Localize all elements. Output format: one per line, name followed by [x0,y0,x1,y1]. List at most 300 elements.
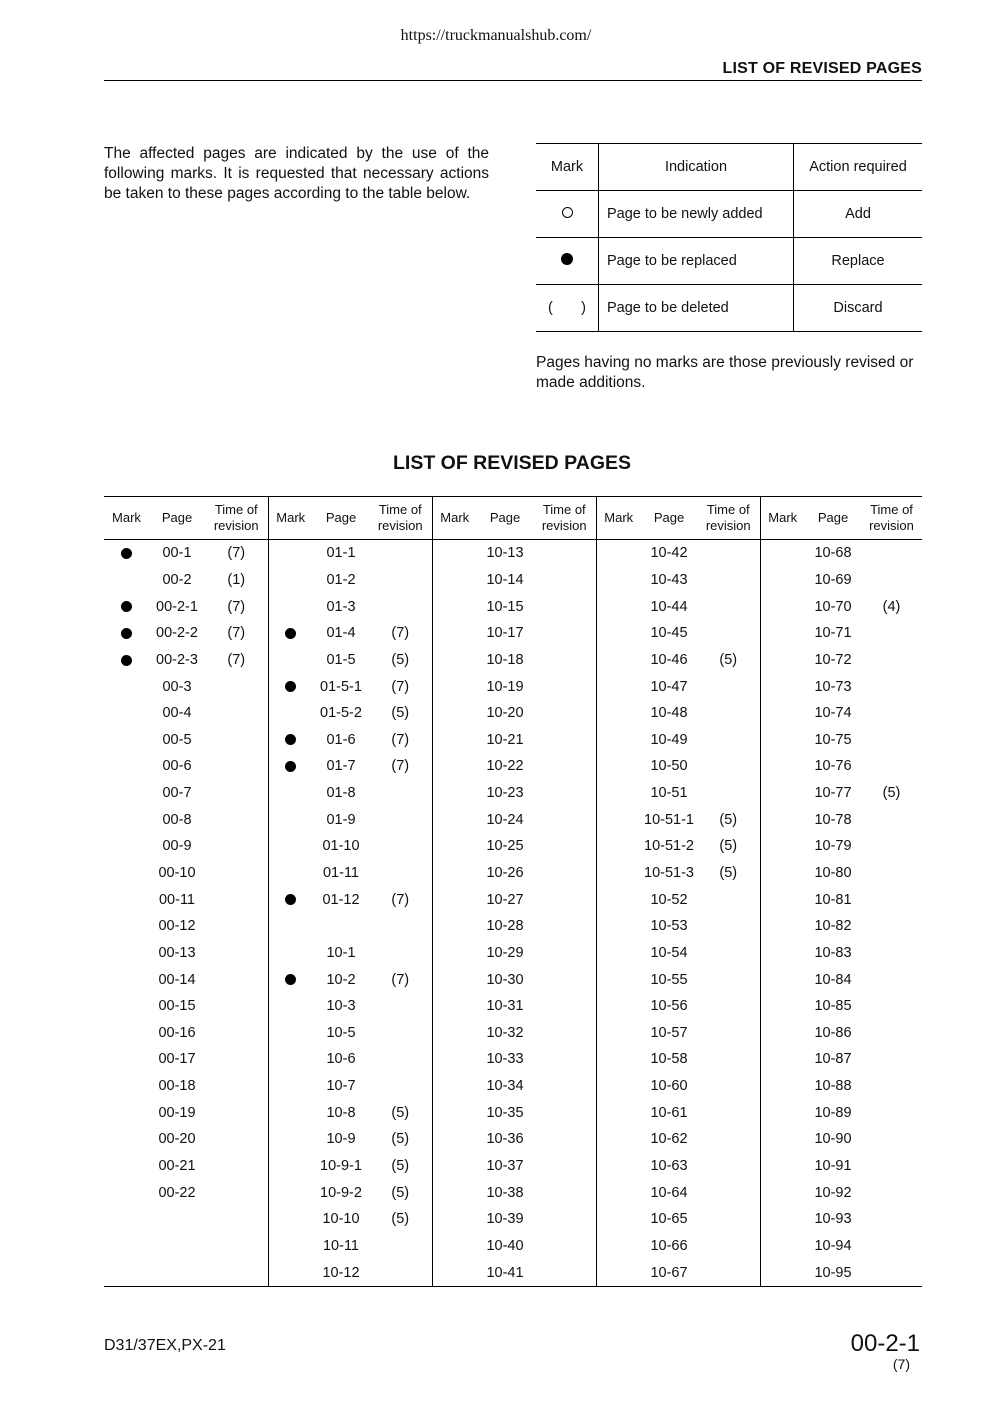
mark-cell [596,593,641,620]
page-cell: 10-67 [641,1259,697,1286]
mark-cell [432,700,477,727]
revision-cell [205,673,268,700]
page-cell: 10-33 [486,1051,524,1068]
revision-cell [533,1206,596,1233]
revision-cell [697,913,760,940]
revision-cell [697,1020,760,1047]
filled-circle-icon [121,601,132,612]
page-cell: 01-2 [326,571,356,588]
table-row [104,1073,922,1100]
page-cell: 10-46 [650,651,688,668]
revision-cell [533,1126,596,1153]
revision-cell [697,966,760,993]
revision-cell [533,1259,596,1286]
revision-cell [861,1020,922,1047]
page-cell: 10-63 [650,1158,688,1175]
mark-cell [432,940,477,967]
revision-cell [369,806,432,833]
revision-cell [697,1099,760,1126]
page-cell: 10-42 [650,545,688,562]
revision-cell [533,886,596,913]
mark-cell [432,1233,477,1260]
page-cell: 10-65 [650,1211,688,1228]
mark-cell [104,993,149,1020]
revision-cell [861,673,922,700]
page-cell: 00-20 [158,1131,196,1148]
mark-cell [268,833,313,860]
mark-cell [104,1153,149,1180]
table-body [104,540,922,1287]
revision-cell [697,673,760,700]
page-cell: 10-9-2 [320,1184,362,1201]
revision-cell: (5) [391,705,410,722]
mark-cell [596,540,641,567]
mark-cell [104,673,149,700]
page-cell: 00-15 [158,998,196,1015]
revision-cell: (5) [882,785,901,802]
table-row [104,806,922,833]
page-cell: 10-10 [322,1211,360,1228]
revision-cell [861,540,922,567]
revision-cell [861,860,922,887]
table-row [104,567,922,594]
page-cell: 01-7 [326,758,356,775]
page-cell: 10-68 [814,545,852,562]
mark-cell [596,833,641,860]
mark-cell [432,1073,477,1100]
revision-cell [533,567,596,594]
page-cell: 00-2-3 [156,651,198,668]
header-rule [104,80,922,81]
table-row [104,753,922,780]
mark-cell [432,673,477,700]
page-cell: 10-44 [650,598,688,615]
page-cell: 10-56 [650,998,688,1015]
revision-cell [533,1233,596,1260]
header-mark: Mark [596,497,641,540]
revision-cell [205,1206,268,1233]
page-cell: 00-12 [158,918,196,935]
mark-cell [104,860,149,887]
legend-header-action: Action required [794,144,923,191]
table-row [104,1179,922,1206]
revision-cell [697,1259,760,1286]
revision-cell [205,913,268,940]
table-header-row [104,497,922,540]
page-cell: 10-32 [486,1024,524,1041]
mark-cell [432,1206,477,1233]
filled-circle-icon [285,894,296,905]
page-cell: 10-83 [814,944,852,961]
page-cell [149,1233,205,1260]
revision-cell [369,860,432,887]
filled-circle-icon [285,734,296,745]
mark-cell [432,726,477,753]
page-cell: 01-5-2 [320,705,362,722]
revision-cell: (7) [227,545,246,562]
page-cell: 10-81 [814,891,852,908]
mark-cell [760,1233,805,1260]
mark-cell [268,753,313,780]
revision-cell [861,886,922,913]
page-cell: 00-2-1 [156,598,198,615]
revision-cell [697,567,760,594]
revision-cell [861,1046,922,1073]
revision-cell [697,1179,760,1206]
revision-cell [205,966,268,993]
mark-cell [760,647,805,674]
table-row [104,1259,922,1286]
page-cell: 10-19 [486,678,524,695]
page-cell: 10-2 [326,971,356,988]
mark-cell [432,753,477,780]
header-mark: Mark [432,497,477,540]
page-cell: 10-47 [650,678,688,695]
revision-cell: (7) [391,678,410,695]
page-cell: 10-54 [650,944,688,961]
revision-cell [369,940,432,967]
mark-cell [596,700,641,727]
mark-cell [268,673,313,700]
revision-cell: (7) [391,731,410,748]
page-cell: 10-6 [326,1051,356,1068]
mark-cell [596,1206,641,1233]
mark-cell [268,567,313,594]
page-cell: 10-45 [650,625,688,642]
parentheses-mark [544,300,590,316]
header-time-of-revision [205,497,268,540]
revision-cell [533,1073,596,1100]
mark-cell [268,1046,313,1073]
revision-cell [861,966,922,993]
mark-cell [760,1020,805,1047]
header-page: Page [149,497,205,540]
revision-cell [205,1126,268,1153]
filled-circle-icon [121,548,132,559]
page-cell: 10-92 [814,1184,852,1201]
mark-cell [760,993,805,1020]
mark-cell [104,726,149,753]
mark-cell [268,1020,313,1047]
mark-cell [432,806,477,833]
header-time-line1: Time of [870,502,913,517]
revision-cell [533,833,596,860]
mark-cell [432,1020,477,1047]
header-time-line1: Time of [542,502,586,517]
revision-cell [861,913,922,940]
mark-cell [760,833,805,860]
revision-cell [697,940,760,967]
revision-cell [533,647,596,674]
mark-cell [760,1046,805,1073]
mark-cell [104,1046,149,1073]
mark-cell [268,1073,313,1100]
legend-header-row [536,144,922,191]
page-cell: 10-72 [814,651,852,668]
source-url[interactable]: https://truckmanualshub.com/ [400,27,592,44]
page-cell [149,1259,205,1286]
page-cell: 10-3 [326,998,356,1015]
page-cell: 10-14 [486,571,524,588]
mark-cell [104,833,149,860]
mark-cell [760,540,805,567]
page-cell: 10-60 [650,1078,688,1095]
revision-cell [697,1206,760,1233]
mark-cell [432,1259,477,1286]
revision-cell: (5) [719,865,738,881]
mark-cell [268,1179,313,1206]
revision-cell [861,726,922,753]
page-cell: 10-9 [326,1131,356,1148]
mark-cell [760,913,805,940]
revision-cell: (7) [227,651,246,668]
revised-pages-title: LIST OF REVISED PAGES [392,452,631,474]
revision-cell [533,1099,596,1126]
page-cell: 10-48 [650,705,688,722]
page-cell: 10-23 [486,785,524,802]
revision-cell [205,726,268,753]
legend-indication: Page to be replaced [599,238,794,285]
page-cell: 10-8 [326,1104,356,1121]
page-cell: 01-5-1 [320,678,362,695]
page-cell: 10-61 [650,1104,688,1121]
revision-cell [861,940,922,967]
revision-cell [861,647,922,674]
revision-cell [533,593,596,620]
page-cell: 10-40 [486,1237,524,1254]
page-cell: 10-13 [486,545,524,562]
revision-cell: (5) [719,838,738,855]
mark-cell [432,620,477,647]
mark-cell [104,567,149,594]
mark-cell [760,673,805,700]
mark-cell [432,886,477,913]
paren-left: ( [548,300,553,316]
page-cell: 10-21 [486,731,524,748]
open-circle-icon [562,207,573,218]
page-cell: 10-69 [814,571,852,588]
revision-cell [533,620,596,647]
revision-cell [697,1126,760,1153]
revision-cell [861,1126,922,1153]
page-cell: 00-19 [158,1104,196,1121]
revision-cell [861,1233,922,1260]
revision-cell [697,886,760,913]
revision-cell [205,886,268,913]
mark-cell [760,806,805,833]
revision-cell [205,780,268,807]
revision-cell [205,1233,268,1260]
revision-cell [533,1046,596,1073]
page-cell: 10-9-1 [320,1158,362,1175]
page-cell: 10-49 [650,731,688,748]
mark-cell [596,993,641,1020]
mark-cell [268,1099,313,1126]
mark-cell [432,540,477,567]
header-time-line1: Time of [706,502,750,517]
page-cell: 01-1 [326,545,356,562]
page-cell: 00-9 [162,838,192,855]
mark-cell [432,647,477,674]
legend-indication: Page to be newly added [599,191,794,238]
mark-cell [596,1233,641,1260]
revision-cell [533,753,596,780]
page-cell: 10-27 [486,891,524,908]
page-cell: 00-16 [158,1024,196,1041]
page-cell: 10-15 [486,598,524,615]
mark-cell [760,1153,805,1180]
revision-cell [205,806,268,833]
mark-cell [596,1099,641,1126]
mark-cell [268,1206,313,1233]
page-cell: 10-73 [814,678,852,695]
revision-cell [861,1259,922,1286]
revision-cell [861,993,922,1020]
page-cell: 01-10 [322,838,360,855]
revised-pages-table [104,496,922,1287]
mark-cell [760,1206,805,1233]
mark-cell [104,886,149,913]
revision-cell [861,1206,922,1233]
page-cell: 10-58 [650,1051,688,1068]
page-cell: 10-76 [814,758,852,775]
revision-cell [533,1020,596,1047]
header-page: Page [641,497,697,540]
table-row [104,620,922,647]
revision-cell [697,1073,760,1100]
mark-cell [268,993,313,1020]
mark-cell [432,567,477,594]
revision-cell: (5) [391,1158,410,1175]
revision-cell: (5) [391,1104,410,1121]
filled-circle-icon [121,628,132,639]
page-cell: 10-51-3 [644,865,694,881]
page-cell: 10-43 [650,571,688,588]
page-cell: 10-94 [814,1237,852,1254]
legend-indication: Page to be deleted [599,285,794,332]
revision-cell [697,753,760,780]
revision-cell [861,567,922,594]
page-cell: 10-82 [814,918,852,935]
mark-cell [104,966,149,993]
page-cell: 00-14 [158,971,196,988]
revision-cell: (5) [719,811,738,828]
revision-cell [533,913,596,940]
revision-cell [205,700,268,727]
mark-cell [432,1179,477,1206]
page-cell: 10-25 [486,838,524,855]
mark-cell [104,1073,149,1100]
header-time-line2: revision [705,518,751,533]
page-cell: 10-38 [486,1184,524,1201]
page-cell: 00-22 [158,1184,196,1201]
mark-cell [760,886,805,913]
header-mark: Mark [268,497,313,540]
page-cell: 10-50 [650,758,688,775]
mark-cell [596,647,641,674]
revision-cell [369,567,432,594]
revision-cell [697,700,760,727]
mark-cell [596,1046,641,1073]
table-row [104,700,922,727]
mark-cell [104,620,149,647]
table-row [104,1126,922,1153]
table-row [104,540,922,567]
page-cell: 10-75 [814,731,852,748]
revision-cell [697,780,760,807]
mark-cell [432,1046,477,1073]
legend-row-replace [536,238,922,285]
page-cell: 10-37 [486,1158,524,1175]
mark-cell [104,540,149,567]
table-row [104,1046,922,1073]
mark-cell [432,860,477,887]
mark-cell [104,913,149,940]
mark-cell [760,1073,805,1100]
mark-cell [596,726,641,753]
filled-circle-icon [285,974,296,985]
page-cell: 00-1 [162,545,192,562]
mark-cell [596,940,641,967]
mark-cell [104,593,149,620]
page-cell: 00-17 [158,1051,196,1068]
table-row [104,860,922,887]
revision-cell [861,700,922,727]
revision-cell [697,620,760,647]
footer-model: D31/37EX,PX-21 [104,1337,226,1354]
revision-cell: (7) [391,758,410,775]
page-cell: 10-1 [326,944,356,961]
revision-cell [861,1099,922,1126]
revision-cell [369,833,432,860]
mark-cell [596,673,641,700]
page-cell: 01-4 [326,625,356,642]
legend-row-discard [536,285,922,332]
mark-cell [268,1153,313,1180]
footer-page-number: 00-2-1 [850,1330,920,1357]
mark-cell [268,966,313,993]
table-row [104,593,922,620]
mark-cell [268,913,313,940]
mark-cell [432,966,477,993]
table-row [104,966,922,993]
header-time-of-revision [369,497,432,540]
header-mark: Mark [104,497,149,540]
revision-cell [533,806,596,833]
page-cell: 00-3 [162,678,192,695]
mark-cell [104,940,149,967]
mark-cell [432,1153,477,1180]
mark-cell [596,780,641,807]
filled-circle-icon [561,253,573,265]
mark-cell [432,1126,477,1153]
revision-cell [205,1179,268,1206]
header-title: LIST OF REVISED PAGES [722,60,922,77]
page-cell: 10-78 [814,811,852,828]
page-cell: 10-41 [477,1259,533,1286]
mark-cell [268,620,313,647]
mark-cell [596,567,641,594]
page-cell: 10-95 [805,1259,861,1286]
mark-cell [104,780,149,807]
page-cell: 10-5 [326,1024,356,1041]
page-cell: 00-2 [162,571,192,588]
table-row [104,993,922,1020]
header-time-of-revision [533,497,596,540]
revision-cell [533,1179,596,1206]
page-cell: 10-51 [650,785,688,802]
header-page: Page [313,497,369,540]
